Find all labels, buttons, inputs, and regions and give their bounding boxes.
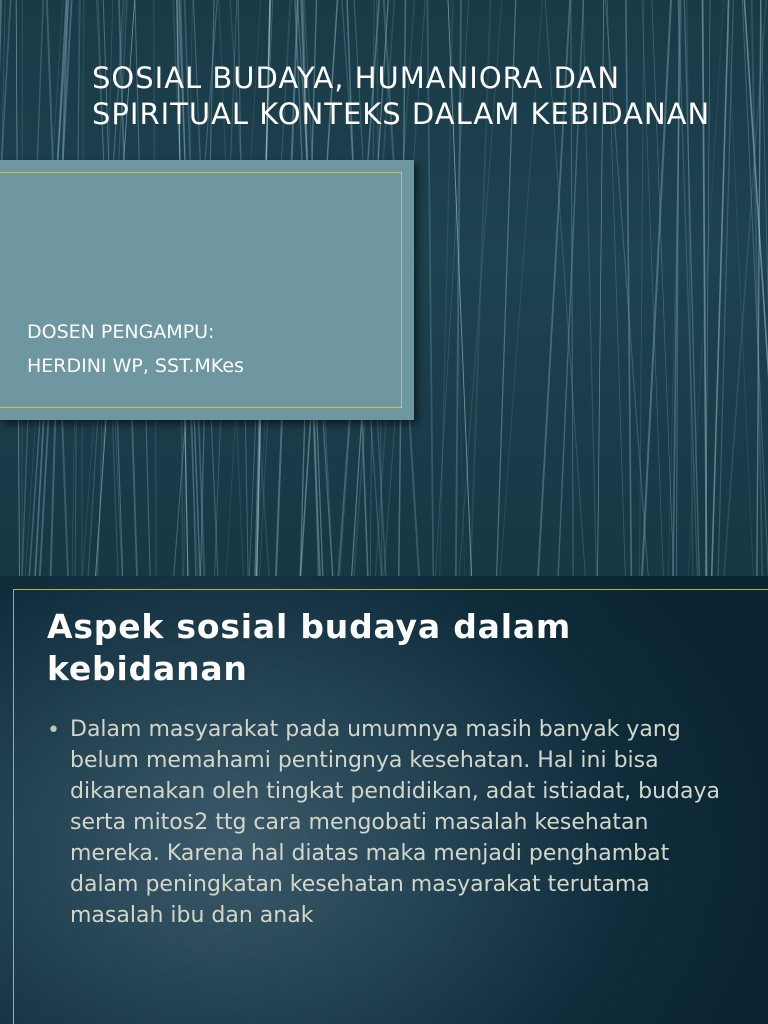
presenter-info-box [0, 160, 414, 420]
slide-1-title: SOSIAL BUDAYA, HUMANIORA DAN SPIRITUAL KONTEKS DALAM KEBIDANAN [92, 61, 711, 131]
slide-2 [0, 576, 768, 1024]
lecturer-name: HERDINI WP, SST.MKes [27, 355, 244, 377]
slide-2-title: Aspek sosial budaya dalam kebidanan [47, 607, 572, 688]
bullet-text: Dalam masyarakat pada umumnya masih banyak yang belum memahami pentingnya kesehatan. Hal ini bisa dikarenakan oleh tingkat pendidikan, adat istiadat, budaya serta mitos2 ttg cara mengobati masalah kesehatan mereka. Karena hal diatas maka menjadi penghambat dalam peningkatan kesehatan masyarakat terutama masalah ibu dan anak [70, 717, 720, 928]
background-streak [742, 0, 768, 576]
bullet-list [47, 714, 727, 931]
lecturer-label: DOSEN PENGAMPU: [27, 321, 215, 343]
list-item [47, 714, 727, 931]
bullet-icon: • [47, 718, 60, 743]
